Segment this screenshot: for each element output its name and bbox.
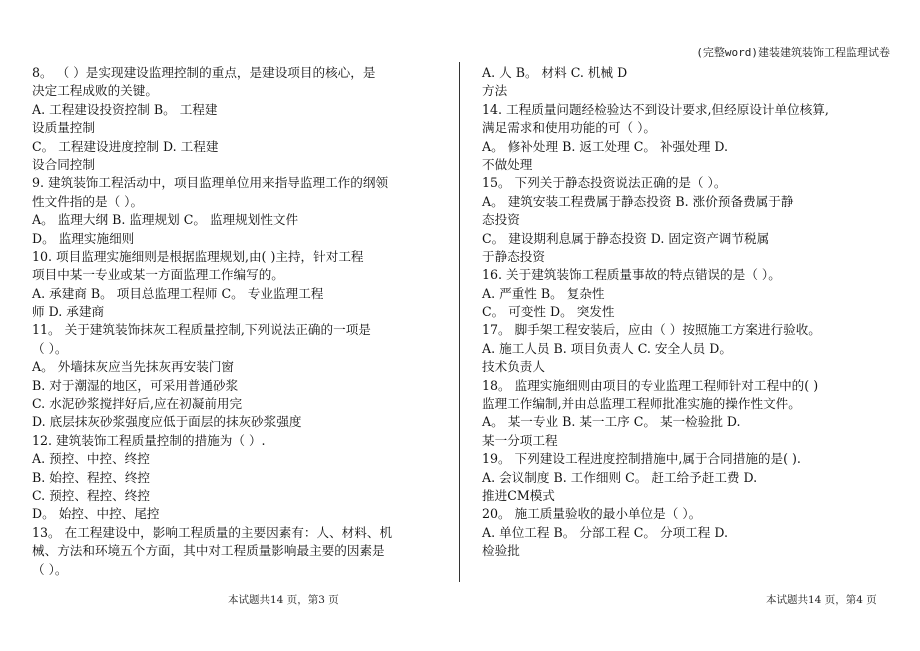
text-line: A. 严重性 B。 复杂性: [482, 285, 605, 301]
text-line: 决定工程成败的关键。: [32, 83, 158, 99]
text-line: B. 对于潮湿的地区，可采用普通砂浆: [32, 377, 239, 393]
text-line: A. 施工人员 B. 项目负责人 C. 安全人员 D。: [482, 340, 732, 356]
text-line: A. 承建商 B。 项目总监理工程师 C。 专业监理工程: [32, 285, 324, 301]
text-line: 师 D. 承建商: [32, 304, 105, 320]
text-line: 于静态投资: [482, 248, 545, 264]
text-line: C。 建设期利息属于静态投资 D. 固定资产调节税属: [482, 230, 770, 246]
text-line: 性文件指的是（ ）。: [32, 193, 144, 209]
text-line: C。 工程建设进度控制 D. 工程建: [32, 138, 219, 154]
text-line: 推进CM模式: [482, 487, 555, 503]
text-line: 项目中某一专业或某一方面监理工作编写的。: [32, 267, 284, 283]
text-line: C. 预控、程控、终控: [32, 487, 150, 503]
text-line: A. 单位工程 B。 分部工程 C。 分项工程 D.: [482, 524, 728, 540]
text-line: C。 可变性 D。 突发性: [482, 304, 615, 320]
text-line: A。 建筑安装工程费属于静态投资 B. 涨价预备费属于静: [482, 193, 794, 209]
text-line: 某一分项工程: [482, 432, 558, 448]
text-line: 检验批: [482, 543, 520, 559]
page-footer-right: 本试题共14 页，第4 页: [766, 594, 877, 606]
text-line: 12. 建筑装饰工程质量控制的措施为（ ）.: [32, 432, 266, 448]
text-line: 14. 工程质量问题经检验达不到设计要求,但经原设计单位核算,: [482, 101, 829, 117]
text-line: （ ）。: [32, 340, 68, 356]
text-line: 设质量控制: [32, 120, 95, 136]
text-line: C. 水泥砂浆搅拌好后,应在初凝前用完: [32, 396, 243, 412]
text-line: 15。 下列关于静态投资说法正确的是（ ）。: [482, 175, 727, 191]
text-line: （ ）。: [32, 561, 68, 577]
text-line: D。 始控、中控、尾控: [32, 506, 160, 522]
text-line: 方法: [482, 83, 508, 99]
text-line: 20。 施工质量验收的最小单位是（ ）。: [482, 506, 702, 522]
text-line: 态投资: [482, 212, 520, 228]
text-line: A。 某一专业 B. 某一工序 C。 某一检验批 D.: [482, 414, 741, 430]
page-footer-left: 本试题共14 页，第3 页: [228, 594, 339, 606]
text-line: 17。 脚手架工程安装后，应由（ ）按照施工方案进行验收。: [482, 322, 821, 338]
right-page-column: [482, 64, 890, 561]
text-line: 监理工作编制,并由总监理工程师批准实施的操作性文件。: [482, 396, 801, 412]
text-line: B. 始控、程控、终控: [32, 469, 151, 485]
text-line: A. 预控、中控、终控: [32, 451, 150, 467]
document-title: (完整word)建装建筑装饰工程监理试卷: [696, 46, 890, 59]
text-line: 11。 关于建筑装饰抹灰工程质量控制,下列说法正确的一项是: [32, 322, 371, 338]
text-line: A. 工程建设投资控制 B。 工程建: [32, 101, 218, 117]
text-line: 16. 关于建筑装饰工程质量事故的特点错误的是（ ）。: [482, 267, 781, 283]
text-line: A. 人 B。 材料 C. 机械 D: [482, 65, 628, 80]
text-line: 19。 下列建设工程进度控制措施中,属于合同措施的是( ).: [482, 451, 801, 467]
text-line: D。 监理实施细则: [32, 230, 135, 246]
page-divider: [459, 62, 460, 582]
text-line: 10. 项目监理实施细则是根据监理规划,由( )主持，针对工程: [32, 248, 364, 264]
text-line: 13。 在工程建设中，影响工程质量的主要因素有：人、材料、机: [32, 524, 393, 540]
text-line: D. 底层抹灰砂浆强度应低于面层的抹灰砂浆强度: [32, 414, 302, 430]
text-line: 械、方法和环境五个方面，其中对工程质量影响最主要的因素是: [32, 543, 385, 559]
text-line: A。 外墙抹灰应当先抹灰再安装门窗: [32, 359, 235, 375]
text-line: 设合同控制: [32, 156, 95, 172]
text-line: A。 监理大纲 B. 监理规划 C。 监理规划性文件: [32, 212, 299, 228]
text-line: 技术负责人: [482, 359, 545, 375]
text-line: 8。 （ ）是实现建设监理控制的重点，是建设项目的核心，是: [32, 65, 376, 80]
text-line: 18。 监理实施细则由项目的专业监理工程师针对工程中的( ): [482, 377, 819, 393]
text-line: 满足需求和使用功能的可（ ）。: [482, 120, 657, 136]
text-line: 不做处理: [482, 156, 533, 172]
text-line: 9. 建筑装饰工程活动中，项目监理单位用来指导监理工作的纲领: [32, 175, 389, 191]
text-line: A。 修补处理 B. 返工处理 C。 补强处理 D.: [482, 138, 728, 154]
left-page-column: [32, 64, 442, 579]
text-line: A. 会议制度 B. 工作细则 C。 赶工给予赶工费 D.: [482, 469, 758, 485]
